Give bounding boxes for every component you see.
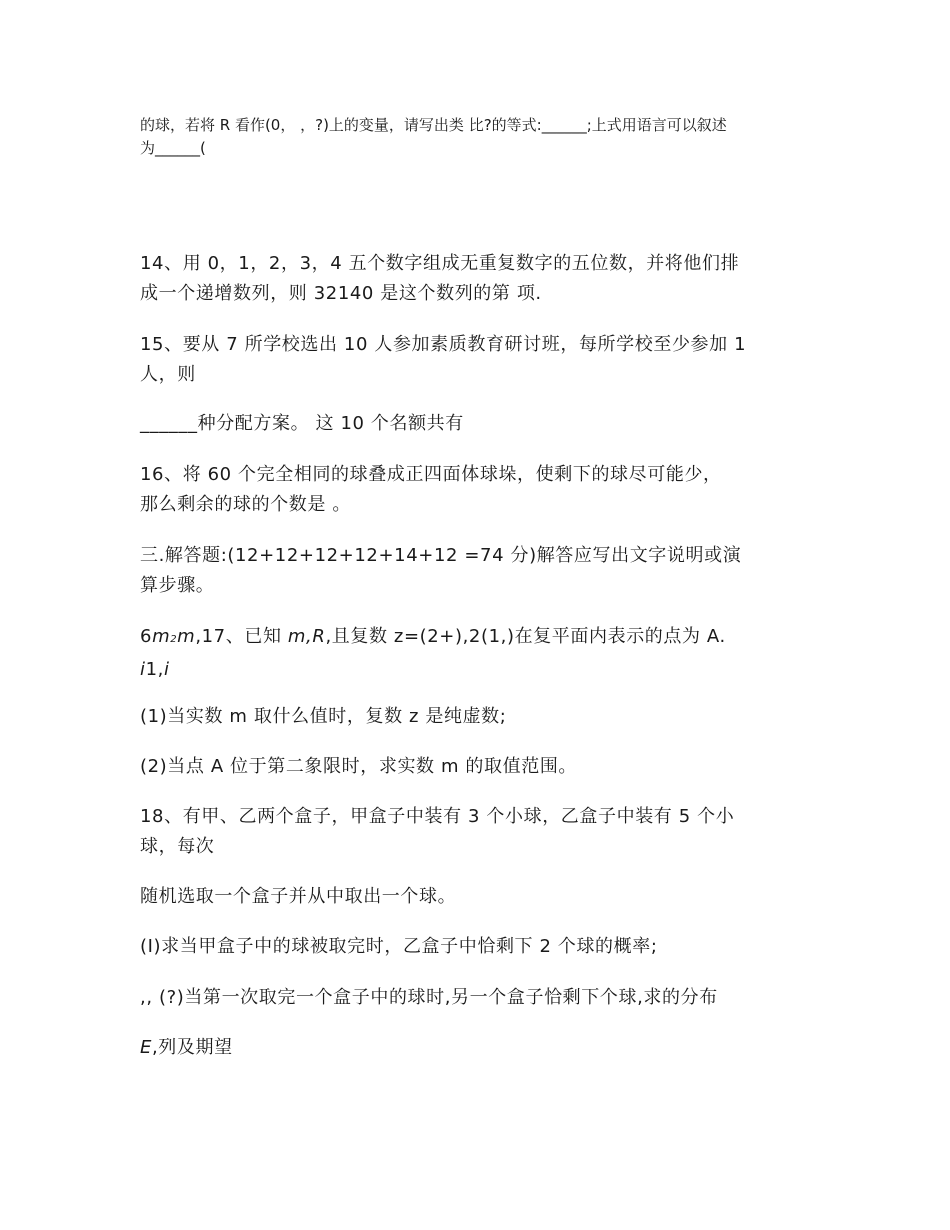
q18-line-1: 18、有甲、乙两个盒子，甲盒子中装有 3 个小球，乙盒子中装有 5 个小 — [140, 806, 735, 827]
q14-line-1: 14、用 0，1，2，3，4 五个数字组成无重复数字的五位数，并将他们排 — [140, 253, 740, 274]
q18-part-2-cont — [140, 1033, 820, 1063]
section-3-line-2: 算步骤。 — [140, 575, 215, 596]
q17-sub-2: 2 — [170, 634, 178, 645]
q16-line-1: 16、将 60 个完全相同的球叠成正四面体球垛，使剩下的球尽可能少， — [140, 464, 722, 485]
q16-line-2: 那么剩余的球的个数是 。 — [140, 494, 351, 515]
q15-line-1: 15、要从 7 所学校选出 10 人参加素质教育研讨班，每所学校至少参加 1 — [140, 334, 747, 355]
q17-math-i1: i — [140, 659, 146, 680]
q18-math-E: E — [140, 1037, 152, 1058]
section-3-heading — [140, 541, 820, 601]
question-18-part-2-continued — [140, 1033, 820, 1063]
question-16 — [140, 460, 820, 520]
question-17-part-1 — [140, 702, 820, 732]
q18-part-2-text: ,, (?)当第一次取完一个盒子中的球时,另一个盒子恰剩下个球,求的分布 — [140, 987, 718, 1008]
q17-line-1 — [140, 622, 820, 655]
q17-part-1-text: (1)当实数 m 取什么值时，复数 z 是纯虚数; — [140, 706, 507, 727]
q17-line2-mid: 1, — [145, 659, 164, 680]
q17-math-i2: i — [163, 659, 170, 680]
q18-line-2: 球，每次 — [140, 836, 215, 857]
q17-math-m2: m — [177, 626, 196, 647]
question-17-part-2 — [140, 752, 820, 782]
q17-text-b: ,且复数 z=(2+),2(1,)在复平面内表示的点为 A. — [325, 626, 726, 647]
q18-part-1-text: (Ⅰ)求当甲盒子中的球被取完时，乙盒子中恰剩下 2 个球的概率; — [140, 936, 658, 957]
fragment-line-2: 为______( — [140, 139, 206, 157]
question-15 — [140, 330, 820, 390]
fragment-line-1: 的球，若将 R 看作(0， ，?)上的变量，请写出类 比?的等式:______;上式用语言可以叙述 — [140, 116, 727, 134]
q17-math-mR: m,R — [287, 626, 326, 647]
section-3-line-1: 三.解答题:(12+12+12+12+14+12 =74 分)解答应写出文字说明或演 — [140, 545, 742, 566]
question-17 — [140, 622, 820, 685]
q18-part-2-cont-text: ,列及期望 — [151, 1037, 233, 1058]
q18-line-3: 随机选取一个盒子并从中取出一个球。 — [140, 886, 457, 907]
q17-part-2-text: (2)当点 A 位于第二象限时，求实数 m 的取值范围。 — [140, 756, 578, 777]
q17-num: 6 — [140, 626, 153, 647]
question-14 — [140, 249, 820, 309]
question-18-part-2 — [140, 983, 820, 1013]
q14-line-2: 成一个递增数列，则 32140 是这个数列的第 项. — [140, 283, 542, 304]
q17-math-m1: m — [152, 626, 171, 647]
q15-line-2: 人，则 — [140, 364, 196, 385]
q15-line-3: ______种分配方案。 这 10 个名额共有 — [140, 413, 464, 434]
question-18-part-1 — [140, 932, 820, 962]
previous-question-fragment — [140, 114, 820, 160]
q17-line-2 — [140, 655, 820, 685]
question-15-continued — [140, 409, 820, 439]
question-18-line-3 — [140, 882, 820, 912]
q17-text-a: ,17、已知 — [195, 626, 288, 647]
question-18 — [140, 802, 820, 862]
